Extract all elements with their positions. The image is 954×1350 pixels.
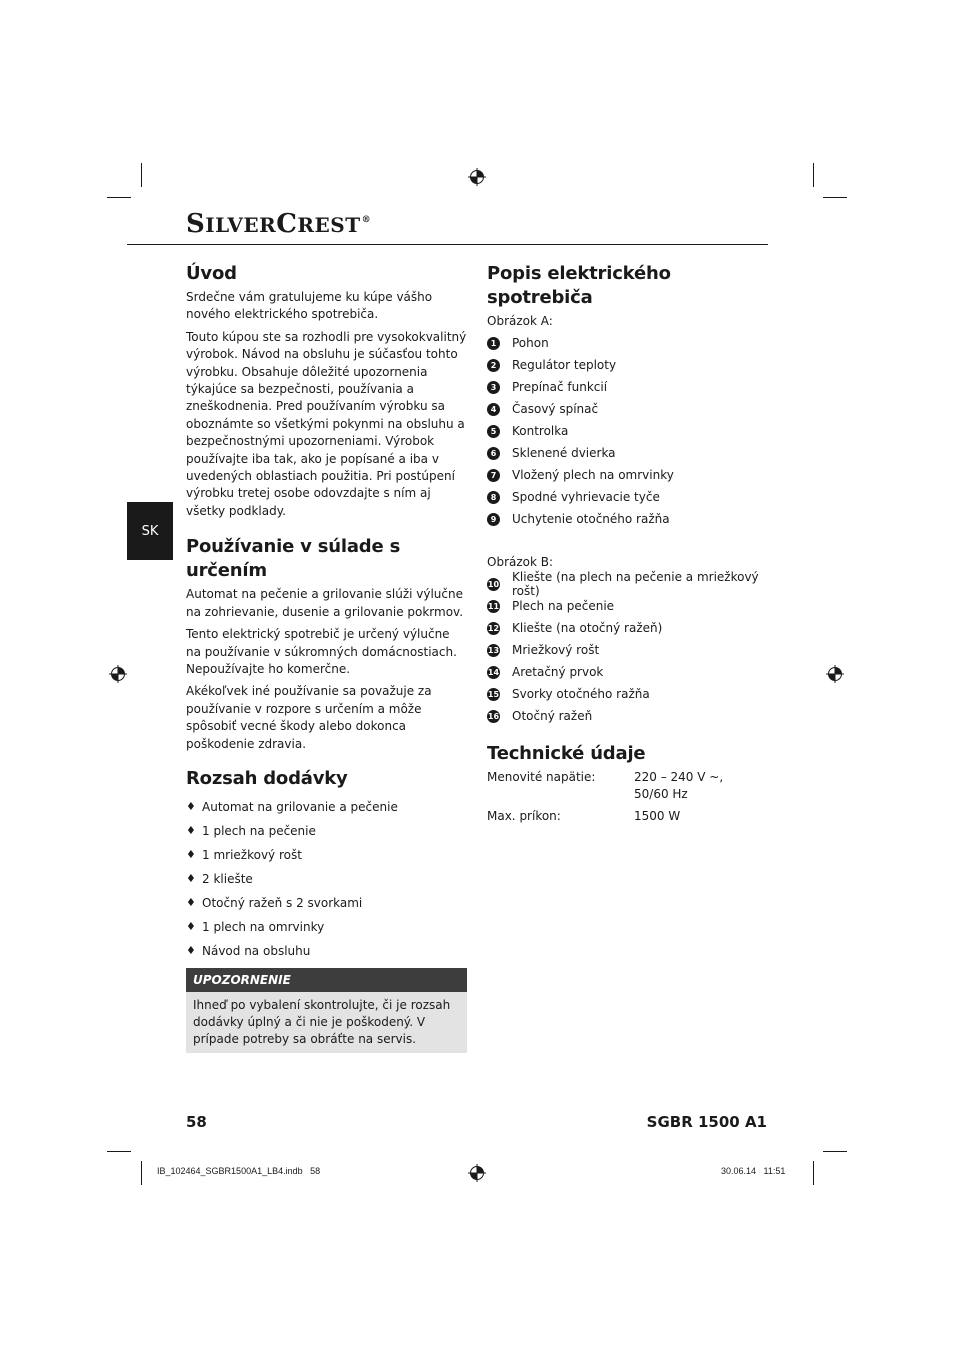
list-item-text: 2 kliešte bbox=[202, 871, 253, 886]
crop-mark bbox=[823, 197, 847, 198]
part-item bbox=[487, 332, 777, 354]
list-item bbox=[186, 915, 467, 939]
left-column bbox=[186, 262, 467, 1053]
bullet-diamond-icon: ♦ bbox=[186, 871, 196, 885]
part-label: Aretačný prvok bbox=[512, 665, 604, 679]
spec-row bbox=[487, 769, 777, 803]
spec-key: Menovité napätie: bbox=[487, 770, 596, 784]
paragraph: Srdečne vám gratulujeme ku kúpe vášho nového elektrického spotrebiča. bbox=[186, 290, 433, 322]
part-number-badge: 9 bbox=[487, 513, 500, 526]
part-item bbox=[487, 420, 777, 442]
part-label: Regulátor teploty bbox=[512, 358, 617, 372]
list-item-text: Automat na grilovanie a pečenie bbox=[202, 799, 398, 814]
part-label: Kliešte (na plech na pečenie a mriežkový rošt) bbox=[512, 570, 759, 598]
part-number-badge: 2 bbox=[487, 359, 500, 372]
spec-row bbox=[487, 808, 777, 825]
part-item bbox=[487, 442, 777, 464]
list-item-text: 1 plech na pečenie bbox=[202, 823, 316, 838]
part-label: Sklenené dvierka bbox=[512, 446, 616, 460]
page-number: 58 bbox=[186, 1113, 207, 1131]
part-label: Kontrolka bbox=[512, 424, 569, 438]
bullet-diamond-icon: ♦ bbox=[186, 919, 196, 933]
part-number-badge: 15 bbox=[487, 689, 500, 699]
list-item bbox=[186, 867, 467, 891]
part-label: Otočný ražeň bbox=[512, 709, 593, 723]
section-intended-use bbox=[186, 535, 467, 753]
part-label: Prepínač funkcií bbox=[512, 380, 608, 394]
part-item bbox=[487, 354, 777, 376]
crop-mark bbox=[107, 1151, 131, 1152]
registration-mark-icon bbox=[109, 665, 127, 683]
spec-table bbox=[487, 769, 777, 825]
paragraph: Tento elektrický spotrebič je určený výlučne na používanie v súkromných domácnostiach. Nepoužívajte ho komerčne. bbox=[186, 627, 457, 676]
parts-list-b bbox=[487, 570, 777, 727]
crop-mark bbox=[107, 197, 131, 198]
part-number-badge: 7 bbox=[487, 469, 500, 482]
language-tab-label: SK bbox=[141, 523, 159, 539]
registration-mark-icon bbox=[468, 1164, 486, 1182]
spec-value: 1500 W bbox=[634, 809, 681, 823]
paragraph: Automat na pečenie a grilovanie slúži výlučne na zohrievanie, dusenie a grilovanie pokrmov. bbox=[186, 587, 464, 619]
part-label: Plech na pečenie bbox=[512, 599, 615, 613]
list-item bbox=[186, 891, 467, 915]
part-item bbox=[487, 570, 777, 598]
list-item bbox=[186, 843, 467, 867]
brand-name: SILVERCREST bbox=[186, 209, 361, 239]
crop-mark bbox=[813, 163, 814, 187]
part-label: Kliešte (na otočný ražeň) bbox=[512, 621, 663, 635]
header-rule bbox=[127, 244, 768, 245]
language-tab bbox=[127, 502, 173, 560]
part-item bbox=[487, 595, 777, 617]
part-item bbox=[487, 376, 777, 398]
spec-value: 220 – 240 V ~, 50/60 Hz bbox=[634, 770, 724, 801]
part-label: Uchytenie otočného ražňa bbox=[512, 512, 670, 526]
part-number-badge: 4 bbox=[487, 403, 500, 416]
warning-title: UPOZORNENIE bbox=[186, 968, 467, 992]
parts-list-a bbox=[487, 332, 777, 530]
section-heading: Rozsah dodávky bbox=[186, 767, 348, 789]
registration-mark-icon bbox=[468, 168, 486, 186]
list-item-text: Otočný ražeň s 2 svorkami bbox=[202, 895, 363, 910]
part-number-badge: 16 bbox=[487, 711, 500, 721]
part-number-badge: 13 bbox=[487, 645, 500, 655]
part-number-badge: 10 bbox=[487, 579, 500, 589]
bullet-diamond-icon: ♦ bbox=[186, 847, 196, 861]
list-item bbox=[186, 795, 467, 819]
part-item bbox=[487, 683, 777, 705]
part-item bbox=[487, 617, 777, 639]
crop-mark bbox=[141, 163, 142, 187]
part-label: Spodné vyhrievacie tyče bbox=[512, 490, 660, 504]
section-heading: Technické údaje bbox=[487, 743, 646, 764]
section-delivery bbox=[186, 767, 467, 963]
warning-text: Ihneď po vybalení skontrolujte, či je rozsah dodávky úplný a či nie je poškodený. V prípade potreby sa obráťte na servis. bbox=[186, 992, 467, 1053]
part-item bbox=[487, 508, 777, 530]
list-item-text: Návod na obsluhu bbox=[202, 943, 311, 958]
bullet-diamond-icon: ♦ bbox=[186, 823, 196, 837]
list-item bbox=[186, 819, 467, 843]
part-label: Vložený plech na omrvinky bbox=[512, 468, 674, 482]
paragraph: Akékoľvek iné používanie sa považuje za používanie v rozpore s určením a môže spôsobiť vecné škody alebo dokonca poškodenie zdravia. bbox=[186, 684, 432, 751]
part-item bbox=[487, 464, 777, 486]
part-number-badge: 14 bbox=[487, 667, 500, 677]
registration-mark-icon bbox=[826, 665, 844, 683]
list-item-text: 1 mriežkový rošt bbox=[202, 847, 302, 862]
section-description bbox=[487, 262, 777, 727]
part-number-badge: 5 bbox=[487, 425, 500, 438]
section-heading: Popis elektrického spotrebiča bbox=[487, 263, 671, 308]
bullet-diamond-icon: ♦ bbox=[186, 895, 196, 909]
list-item bbox=[186, 939, 467, 963]
part-label: Mriežkový rošt bbox=[512, 643, 600, 657]
bullet-diamond-icon: ♦ bbox=[186, 799, 196, 813]
part-number-badge: 11 bbox=[487, 601, 500, 611]
model-number: SGBR 1500 A1 bbox=[646, 1113, 767, 1131]
section-heading: Úvod bbox=[186, 263, 237, 284]
figure-b-label: Obrázok B: bbox=[487, 555, 554, 569]
part-item bbox=[487, 398, 777, 420]
part-label: Pohon bbox=[512, 336, 549, 350]
crop-mark bbox=[141, 1161, 142, 1185]
paragraph: Touto kúpou ste sa rozhodli pre vysokokvalitný výrobok. Návod na obsluhu je súčasťou tohto výrobku. Obsahuje dôležité upozornenia týkajúce sa bezpečnosti, používania a zneškodnenia. Pred používaním výrobku sa oboznámte so všetkými pokynmi na obsluhu a bezpečnostnými upozorneniami. Výrobok používajte iba tak, ako je popísané a iba v uvedených oblastiach použitia. Pri postúpení výrobku tretej osobe odovzdajte s ním aj všetky podklady. bbox=[186, 329, 467, 518]
part-item bbox=[487, 486, 777, 508]
part-item bbox=[487, 639, 777, 661]
brand-logo: SILVERCREST® bbox=[186, 209, 372, 239]
part-number-badge: 1 bbox=[487, 337, 500, 350]
print-slug-date: 30.06.14 11:51 bbox=[721, 1166, 786, 1176]
part-number-badge: 12 bbox=[487, 623, 500, 633]
section-uvod bbox=[186, 262, 467, 520]
right-column bbox=[487, 262, 777, 825]
part-number-badge: 6 bbox=[487, 447, 500, 460]
list-item-text: 1 plech na omrvinky bbox=[202, 919, 325, 934]
bullet-diamond-icon: ♦ bbox=[186, 943, 196, 957]
section-technical bbox=[487, 742, 777, 825]
spec-key: Max. príkon: bbox=[487, 809, 561, 823]
print-slug-file: IB_102464_SGBR1500A1_LB4.indb 58 bbox=[157, 1166, 321, 1176]
part-item bbox=[487, 705, 777, 727]
section-heading: Používanie v súlade s určením bbox=[186, 536, 401, 582]
crop-mark bbox=[823, 1151, 847, 1152]
figure-a-label: Obrázok A: bbox=[487, 314, 553, 328]
part-number-badge: 8 bbox=[487, 491, 500, 504]
warning-box bbox=[186, 968, 467, 1053]
part-item bbox=[487, 661, 777, 683]
part-label: Svorky otočného ražňa bbox=[512, 687, 650, 701]
crop-mark bbox=[813, 1161, 814, 1185]
delivery-list bbox=[186, 795, 467, 963]
part-label: Časový spínač bbox=[512, 402, 599, 416]
part-number-badge: 3 bbox=[487, 381, 500, 394]
